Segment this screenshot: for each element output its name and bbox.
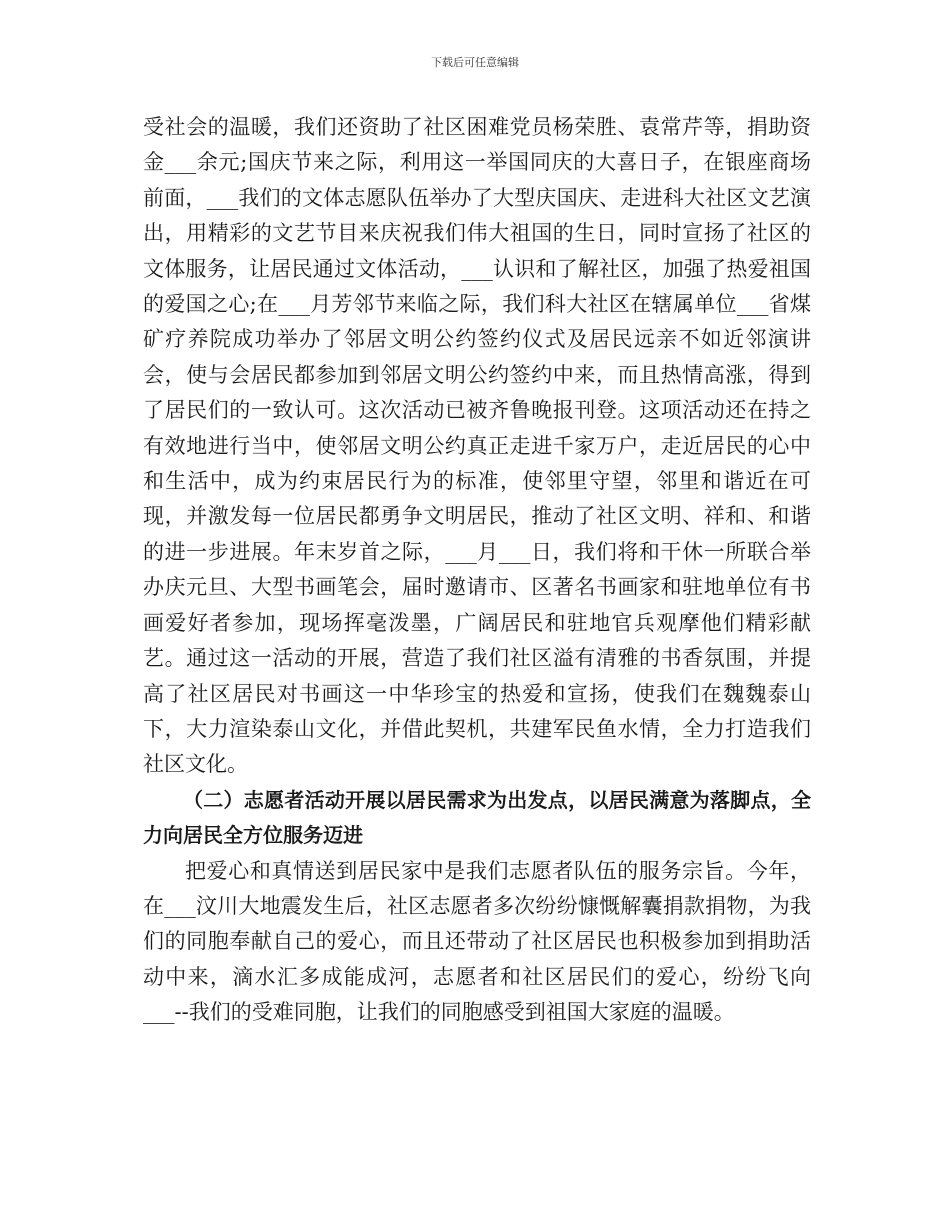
body-paragraph-1: 受社会的温暖，我们还资助了社区困难党员杨荣胜、袁常芹等，捐助资金___余元;国庆节来之际，利用这一举国同庆的大喜日子，在银座商场前面，___我们的文体志愿队伍举办了大型庆国庆、走进科大社区文艺演出，用精彩的文艺节目来庆祝我们伟大祖国的生日，同时宣扬了社区的文体服务，让居民通过文体活动，___认识和了解社区，加强了热爱祖国的爱国之心;在___月芳邻节来临之际，我们科大社区在辖属单位___省煤矿疗养院成功举办了邻居文明公约签约仪式及居民远亲不如近邻演讲会，使与会居民都参加到邻居文明公约签约中来，而且热情高涨，得到了居民们的一致认可。这次活动已被齐鲁晚报刊登。这项活动还在持之有效地进行当中，使邻居文明公约真正走进千家万户，走近居民的心中和生活中，成为约束居民行为的标准，使邻里守望，邻里和谐近在可现，并激发每一位居民都勇争文明居民，推动了社区文明、祥和、和谐的进一步进展。年末岁首之际，___月___日，我们将和干休一所联合举办庆元旦、大型书画笔会，届时邀请市、区著名书画家和驻地单位有书画爱好者参加，现场挥毫泼墨，广阔居民和驻地官兵观摩他们精彩献艺。通过这一活动的开展，营造了我们社区溢有清雅的书香氛围，并提高了社区居民对书画这一中华珍宝的热爱和宣扬，使我们在魏魏泰山下，大力渲染泰山文化，并借此契机，共建军民鱼水情，全力打造我们社区文化。 xyxy=(143,115,811,777)
body-paragraph-2: 把爱心和真情送到居民家中是我们志愿者队伍的服务宗旨。今年，在___汶川大地震发生后，社区志愿者多次纷纷慷慨解囊捐款捐物，为我们的同胞奉献自己的爱心，而且还带动了社区居民也积极参加到捐助活动中来，滴水汇多成能成河，志愿者和社区居民们的爱心，纷纷飞向___--我们的受难同胞，让我们的同胞感受到祖国大家庭的温暖。 xyxy=(143,858,811,1025)
page-header: 下载后可任意编辑 xyxy=(431,56,519,69)
section-heading: （二）志愿者活动开展以居民需求为出发点，以居民满意为落脚点，全力向居民全方位服务迈进 xyxy=(143,787,811,848)
document-body xyxy=(143,110,811,1031)
